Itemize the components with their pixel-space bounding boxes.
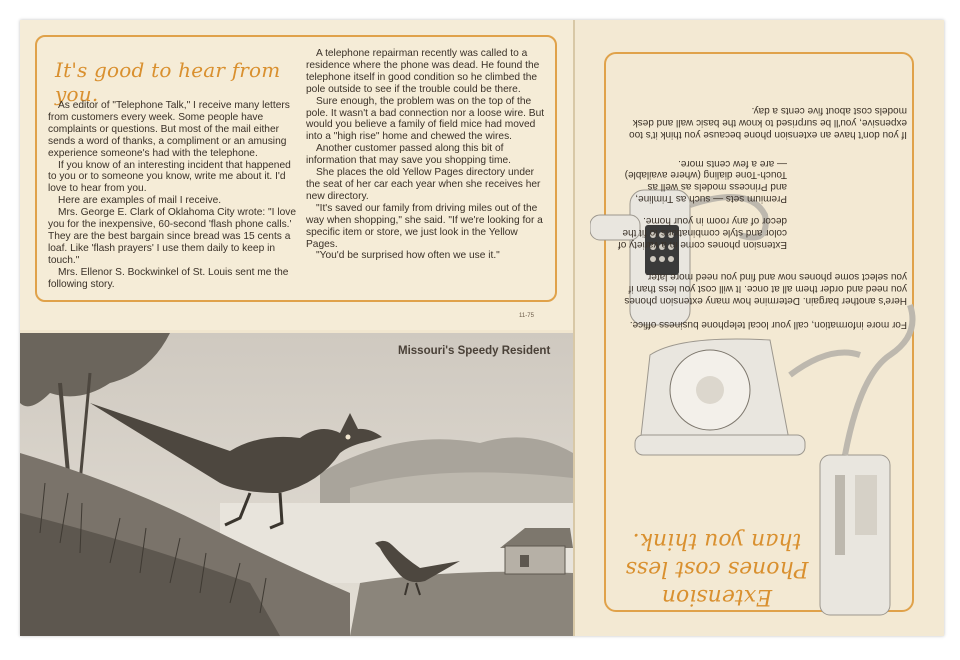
paragraph: As editor of "Telephone Talk," I receive many letters from customers every week. Some people have complaints or questions. But most of the mail either sends a word of thanks, a compliment or an amusing experience someone's had with the telephone. <box>48 100 290 159</box>
paragraph: Mrs. George E. Clark of Oklahoma City wrote: "I love you for the inexpensive, 60-second 'flash phone calls.' They are the best bargain since bread was 15 cents a loaf. Like 'flash prayers' I use them daily to keep in touch." <box>48 207 297 266</box>
paragraph: "You'd be surprised how often we use it." <box>316 250 500 262</box>
paragraph: Extension phones come in a variety of color and style combinations to fit the decor of any room in your home. <box>618 215 787 250</box>
page-fold <box>573 20 575 636</box>
illustration-title: Missouri's Speedy Resident <box>398 345 551 357</box>
rotary-phone <box>635 339 860 455</box>
paragraph: Premium sets — such as Trimline, and Princess models as well as Touch-Tone dialing (where available) — are a few cents more. <box>624 157 787 204</box>
paragraph: Mrs. Ellenor S. Bockwinkel of St. Louis sent me the following story. <box>48 266 289 290</box>
paragraph: If you don't have an extension phone because you think it's too expensive, you'll be surprised to know the basic wall and desk models cost about five cents a day. <box>629 105 907 140</box>
paragraph: Another customer passed along this bit of information that may save you shopping time. <box>306 143 511 167</box>
paragraph: Sure enough, the problem was on the top of the pole. It wasn't a bad connection nor a loose wire. But would you believe a family of field mice had moved into a "high rise" home and chewed the wires. <box>306 95 545 143</box>
letters-heading: It's good to hear from you. <box>55 58 281 106</box>
paragraph: A telephone repairman recently was called to a residence where the phone was dead. He found the telephone itself in good condition so he climbed the pole outside to see if the trouble could be there. <box>306 48 540 95</box>
paragraph: Here are examples of mail I receive. <box>58 195 222 207</box>
roadrunner-illustration <box>20 333 573 636</box>
title-line: Extension <box>661 584 773 609</box>
extension-title <box>622 490 812 610</box>
title-line: Phones cost less <box>625 556 809 581</box>
paragraph: Here's another bargain. Determine how many extension phones you need and order them all at once. It will cost you less than if you select some phones now and find you need more later. <box>624 271 907 306</box>
paragraph: For more information, call your local telephone business office. <box>629 319 907 330</box>
paragraph: "It's saved our family from driving miles out of the way when shopping," she said. "If we're looking for a specific item or store, we just look in the Yellow Pages. <box>306 202 543 250</box>
print-code: 11-75 <box>519 313 534 319</box>
paragraph: If you know of an interesting incident that happened to you or to someone you know, write me about it. I'd love to hear from you. <box>48 159 291 195</box>
letters-column-1 <box>48 100 296 291</box>
letters-column-2 <box>306 48 548 262</box>
paragraph: She places the old Yellow Pages directory under the seat of her car each year when she receives her new directory. <box>306 167 541 202</box>
extension-text <box>612 60 912 330</box>
title-line: than you think. <box>632 528 802 553</box>
